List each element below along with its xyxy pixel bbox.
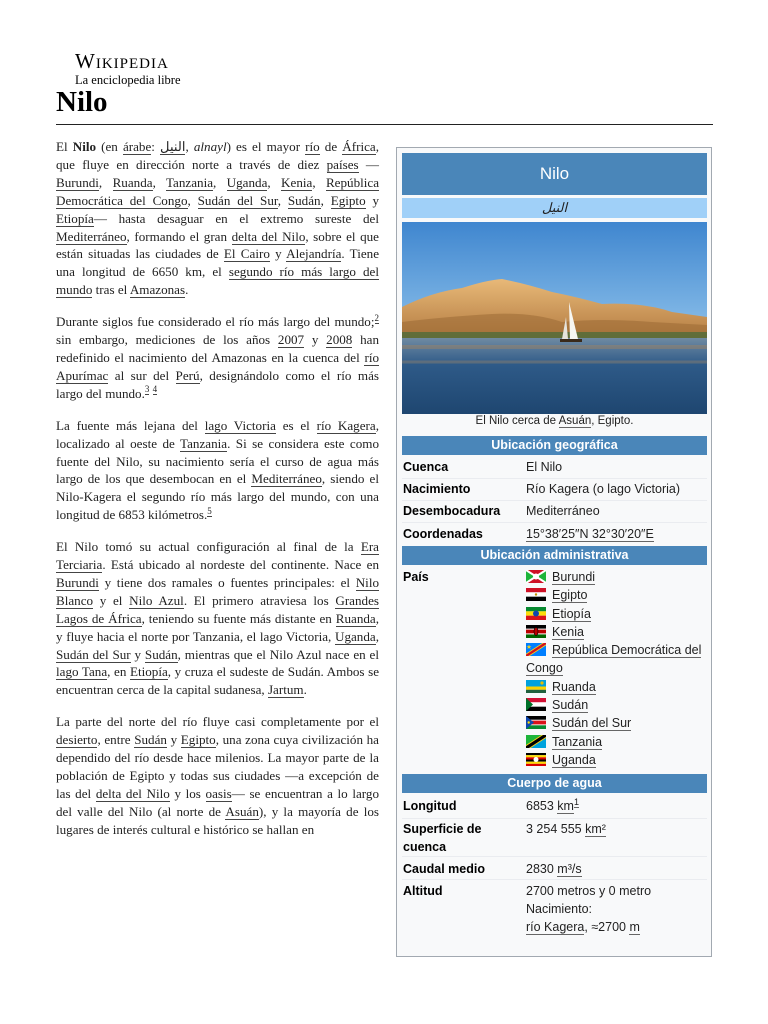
country-item (526, 605, 706, 623)
row-divider (402, 500, 707, 501)
text-run: , y fluye hacia el norte por Tanzania, el lago Victoria, (56, 610, 380, 644)
text-run: , (213, 174, 227, 190)
article-link[interactable]: río (305, 139, 320, 154)
text-run: — hasta desaguar en el extremo sureste del (93, 210, 379, 226)
paragraph-source (56, 417, 379, 524)
text-run: , (320, 192, 331, 208)
article-link[interactable]: Sudán (134, 732, 167, 748)
text-run: es el (275, 417, 317, 433)
flag-icon (526, 680, 546, 693)
text-run: (en (96, 139, 123, 154)
article-link[interactable]: lago Tana (56, 664, 108, 680)
text-run: , (185, 139, 194, 154)
reference-link[interactable]: 5 (207, 505, 212, 516)
coordinates-link[interactable]: 15°38′25″N 32°30′20″E (526, 527, 654, 541)
text-run: tras el (92, 282, 130, 298)
text-run: , (187, 192, 198, 208)
article-link[interactable]: Uganda (226, 174, 268, 190)
article-link[interactable]: Mediterráneo (56, 228, 127, 244)
article-link[interactable]: árabe (122, 139, 152, 154)
country-link[interactable]: Sudán (552, 698, 589, 713)
country-item (526, 751, 706, 769)
text-run: y (304, 332, 327, 348)
reference (375, 313, 380, 324)
infobox-title: Nilo (402, 153, 707, 195)
article-link[interactable]: Mediterráneo (251, 471, 322, 487)
paragraph-north (56, 713, 379, 838)
infobox: Nilo النيل El Nilo cerca de Asuán, Egipto. Ubicación geográfica Cuenca El Nilo Nacimiento Río Kagera (o lago Victoria) Desembocadura Mediterráneo Coordenadas 15°38′25″N 32°30′20″E Ubicación administrativa País Burundi Egipto Etiopía Kenia República Democrática del Congo Ruanda Sudán Sudán del Sur Tanzania Uganda Cuerpo de agua Longitud 6853 $km^1$ Superficie de cuenca 3 254 555 km² Caudal medio 2830 m³/s Altitud 2700 metros y 0 metro Nacimiento: río Kagera, ≈2700 m (396, 147, 712, 957)
text-run: ) es el mayor (226, 139, 306, 154)
article-link[interactable]: Nilo Blanco (56, 574, 379, 608)
caption-link-asuan[interactable]: Asuán (558, 415, 592, 427)
text-run: alnayl (193, 139, 227, 154)
article-link[interactable]: delta del Nilo (231, 228, 306, 244)
article-link[interactable]: África (342, 139, 376, 154)
text-run: El Nilo tomó su actual configuración al final de la (56, 539, 361, 555)
paragraph-geography (56, 538, 379, 699)
article-link[interactable]: Sudán del Sur (56, 646, 131, 662)
reference-link[interactable]: 3 (144, 384, 150, 395)
article-link[interactable]: países (326, 156, 359, 172)
article-link[interactable]: desierto (56, 732, 98, 748)
reference (207, 506, 212, 517)
article-link[interactable]: 2008 (326, 332, 353, 348)
article-link[interactable]: Perú (175, 367, 200, 383)
article-link[interactable]: Tanzania (165, 174, 214, 190)
text-run: , sobre el que están situadas las ciudades de (56, 228, 379, 262)
article-link[interactable]: oasis (205, 785, 232, 801)
article-link[interactable]: Etiopía (129, 664, 168, 680)
article-link[interactable]: 2007 (277, 332, 305, 348)
logo-wordmark: Wikipedia (75, 49, 169, 73)
text-run: al sur del (108, 367, 176, 383)
text-run: de (319, 139, 343, 154)
article-link[interactable]: Egipto (330, 192, 366, 208)
article-link[interactable]: Kenia (281, 174, 313, 190)
country-item (526, 696, 706, 714)
text-run: , una zona cuya civilización ha dependido del río desde hace milenios. La mayor parte de la población de Egipto y todas sus ciudades —a excepción de las del (56, 732, 379, 801)
text-run: , (152, 174, 166, 190)
text-run: . Está ubicado al nordeste del continente. Nace en (102, 557, 379, 573)
text-run: y (130, 646, 145, 662)
article-link[interactable]: delta del Nilo (95, 785, 170, 801)
paragraph-intro (56, 138, 379, 299)
text-run: , en (107, 664, 130, 680)
unit-link-km2[interactable]: km² (585, 822, 606, 836)
text-run: . Tiene una longitud de 6650 km, el (56, 246, 380, 280)
article-link[interactable]: río Kagera (316, 417, 376, 433)
text-run: y el (93, 592, 130, 608)
country-link[interactable]: República Democrática del Congo (526, 643, 702, 676)
country-link[interactable]: Sudán del Sur (552, 716, 632, 731)
text-run: : (151, 139, 161, 154)
flag-icon (526, 607, 546, 620)
country-item (526, 678, 706, 696)
article-link[interactable]: Sudán del Sur (197, 192, 278, 208)
article-link[interactable]: El Cairo (223, 246, 270, 262)
article-link[interactable]: Nilo Azul (129, 592, 184, 608)
text-run: , designándolo como el río más largo del mundo. (56, 367, 380, 401)
text-run: . Si se considera este como fuente del Nilo, su nacimiento sería el curso de agua más largo de los que desembocan en el (56, 435, 379, 487)
country-link[interactable]: Burundi (552, 570, 596, 584)
country-link[interactable]: Tanzania (552, 734, 603, 749)
text-run: , (277, 192, 288, 208)
article-link[interactable]: Sudán (144, 646, 178, 662)
logo-tagline: La enciclopedia libre (75, 73, 181, 87)
text-run: La parte del norte del río fluye casi completamente por el (56, 714, 379, 730)
reference-link[interactable]: 2 (374, 312, 379, 323)
article-link[interactable]: Etiopía (56, 210, 94, 226)
text-run: , y cruza el sudeste de Sudán. Ambos se encuentran cerca de la capital sudanesa, (56, 664, 380, 698)
text-run: y (269, 246, 287, 262)
flag-icon (526, 735, 546, 748)
article-link[interactable]: segundo río más largo del mundo (56, 264, 379, 298)
article-link[interactable]: Grandes Lagos de África (56, 592, 379, 626)
reference (153, 384, 158, 395)
article-link[interactable]: Tanzania (180, 435, 228, 451)
country-item (526, 733, 706, 751)
section-administrative: Ubicación administrativa (402, 546, 707, 565)
paragraph-length (56, 313, 379, 403)
article-link[interactable]: النيل (160, 139, 186, 154)
text-run: han redefinido el nacimiento del Amazonas en la cuenca del (56, 332, 380, 365)
text-run: y tiene dos ramales o fuentes principales: el (98, 574, 356, 590)
text-run: ), y la mayoría de los lugares de interés cultural e histórico se hallan en (56, 803, 379, 837)
country-item (526, 641, 706, 678)
title-divider (56, 124, 713, 125)
unit-link-m[interactable]: m (629, 920, 640, 934)
text-run: y los (169, 785, 206, 801)
text-run: Durante siglos fue considerado el río más largo del mundo; (56, 314, 375, 330)
article-body (56, 138, 379, 853)
flag-icon (526, 643, 546, 656)
article-link[interactable]: Alejandría (286, 246, 342, 262)
altitude-source-link[interactable]: río Kagera (526, 920, 585, 934)
text-run: , teniendo su fuente más distante en (141, 610, 336, 626)
country-link[interactable]: Kenia (552, 624, 584, 639)
article-link[interactable]: República Democrática del Congo (56, 174, 380, 208)
unit-link-km[interactable]: km (557, 799, 574, 813)
article-link[interactable]: Asuán (225, 803, 259, 819)
text-run: , (267, 174, 282, 190)
text-run: , siendo el Nilo-Kagera el segundo río más largo del mundo, con una longitud de 6853 kilómetros. (56, 471, 379, 523)
page-title: Nilo (56, 86, 108, 118)
text-run: sin embargo, mediciones de los años (56, 332, 278, 348)
reference-link[interactable]: 4 (152, 384, 158, 395)
article-link[interactable]: Era Terciaria (56, 539, 379, 573)
row-divider (402, 478, 707, 479)
article-link[interactable]: Egipto (180, 732, 216, 748)
text-run: La fuente más lejana del (56, 417, 205, 433)
nile-photo[interactable] (402, 222, 707, 414)
section-geographic: Ubicación geográfica (402, 436, 707, 455)
text-run: , mientras que el Nilo Azul nace en el (177, 646, 380, 662)
unit-link-m3s[interactable]: m³/s (557, 862, 582, 876)
wikipedia-logo[interactable] (75, 50, 205, 87)
article-link[interactable]: Amazonas (129, 282, 186, 298)
flag-icon (526, 570, 546, 583)
country-list (526, 568, 706, 769)
article-link[interactable]: Uganda (334, 628, 376, 644)
text-run: , entre (97, 732, 135, 748)
article-link[interactable]: Jartum (267, 682, 304, 698)
country-item (526, 714, 706, 732)
infobox-arabic-name: النيل (402, 198, 707, 218)
flag-icon (526, 588, 546, 601)
article-link[interactable]: Ruanda (112, 174, 153, 190)
article-link[interactable]: Burundi (56, 574, 99, 590)
section-water-body: Cuerpo de agua (402, 774, 707, 793)
text-run: . (185, 282, 189, 298)
photo-caption: El Nilo cerca de Asuán, Egipto. (475, 415, 634, 427)
country-link[interactable]: Uganda (552, 752, 596, 767)
ref-link[interactable]: 1 (573, 796, 579, 807)
country-item (526, 623, 706, 641)
text-run: — (358, 156, 379, 172)
country-link[interactable]: Egipto (552, 588, 588, 603)
row-divider (402, 818, 707, 819)
article-link[interactable]: Burundi (56, 174, 99, 190)
row-divider (402, 856, 707, 857)
text-run: y (166, 732, 181, 748)
text-run: , (375, 628, 379, 644)
text-run: , (98, 174, 113, 190)
text-run: El (56, 139, 73, 154)
text-run: , que fluye en dirección norte a través de diez (56, 139, 379, 172)
text-run: . El primero atraviesa los (183, 592, 336, 608)
text-run: y (365, 192, 380, 208)
text-run: , (312, 174, 326, 190)
country-link[interactable]: Etiopía (552, 606, 591, 621)
article-link[interactable]: río Apurímac (56, 349, 379, 383)
row-divider (402, 522, 707, 523)
text-run: , localizado al oeste de (56, 417, 379, 451)
article-link[interactable]: Sudán (287, 192, 321, 208)
country-item (526, 568, 706, 586)
flag-icon (526, 698, 546, 711)
flag-icon (526, 625, 546, 638)
row-divider (402, 879, 707, 880)
text-run: — se encuentran a lo largo del valle del Nilo (al norte de (56, 785, 379, 819)
country-item (526, 586, 706, 604)
flag-icon (526, 753, 546, 766)
flag-icon (526, 716, 546, 729)
country-link[interactable]: Ruanda (552, 679, 596, 694)
text-run: , formando el gran (126, 228, 232, 244)
text-run: . (303, 682, 307, 698)
article-link[interactable]: lago Victoria (204, 417, 276, 433)
article-link[interactable]: Ruanda (335, 610, 376, 626)
bold-term: Nilo (72, 139, 97, 154)
